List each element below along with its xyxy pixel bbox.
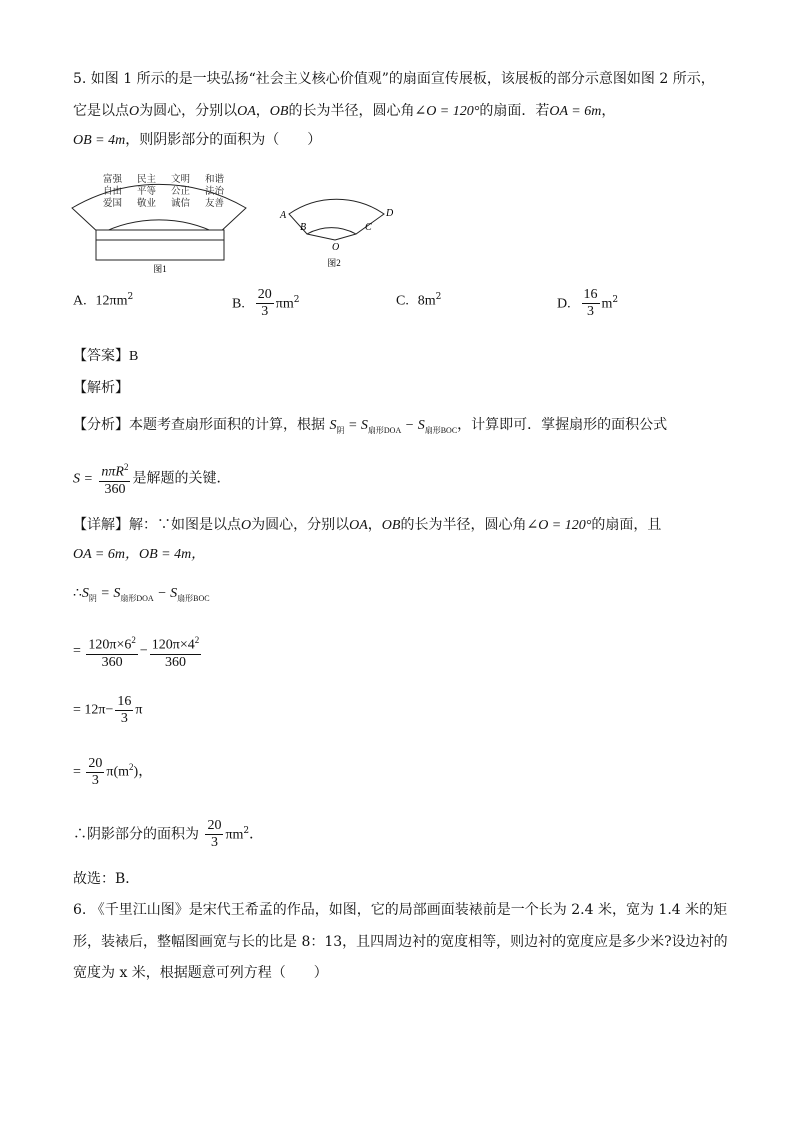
q5-text: ，则阴影部分的面积为（ ） — [125, 132, 322, 148]
q5-line-3 — [73, 130, 321, 151]
q6-line-1: 6. 《千里江山图》是宋代王希孟的作品，如图，它的局部画面装裱前是一个长为 2.4 米，宽为 1.4 米的矩 — [73, 902, 728, 918]
value-word: 诚信 — [171, 199, 191, 209]
q6-line-2: 形，装裱后，整幅图画宽与长的比是 8：13，且四周边衬的宽度相等，则边衬的宽度应是多少米?设边衬的 — [73, 934, 728, 950]
q5-text: 的长为半径，圆心角 — [288, 103, 415, 119]
q5-text: ， — [601, 103, 616, 119]
q5-ob: OB — [269, 104, 289, 119]
q5-text: 的扇面．若 — [479, 103, 550, 119]
option-c: C. $8m^2$ — [396, 292, 442, 309]
detail-conclusion: ∴阴影部分的面积为 $\frac{20}{3}$ $\pi m^2$． — [73, 818, 264, 850]
answer-line — [73, 346, 138, 367]
value-word: 友善 — [205, 199, 225, 209]
analysis-tag: 【解析】 — [73, 380, 129, 396]
formula-line: S = $\frac{n\pi R^2}{360}$ 是解题的关键． — [73, 459, 230, 498]
value-word: 平等 — [137, 187, 157, 197]
figure-1-fan-board — [66, 160, 256, 280]
detail-line-2: OA = 6m，OB = 4m， — [73, 547, 206, 562]
value-word: 富强 — [103, 175, 123, 185]
q5-ob-value: OB = 4m — [73, 133, 126, 148]
value-word: 和谐 — [205, 175, 225, 185]
value-word: 民主 — [137, 175, 157, 185]
q6-line-3: 宽度为 x 米，根据题意可列方程（ ） — [73, 965, 328, 981]
q5-point-o: O — [129, 104, 140, 119]
detail-step-3: = $\frac{20}{3}$ $\pi(m^2)$， — [73, 756, 153, 788]
q5-text: 为圆心，分别以 — [139, 103, 238, 119]
value-word: 自由 — [103, 187, 123, 197]
q5-text: 它是以点 — [73, 103, 129, 119]
detail-step-2: = 12π− $\frac{16}{3}$ π — [73, 694, 143, 726]
option-d: D. $\frac{16}{3}$ $m^2$ — [557, 287, 619, 319]
label-d: D — [386, 208, 394, 219]
label-o: O — [332, 242, 340, 253]
detail-step-1: = $\frac{120\pi\times 6^2}{360}$ − $\frac{120\pi\times 4^2}{360}$ — [73, 632, 203, 671]
figure-1-caption: 图1 — [153, 264, 167, 274]
figure-2-sector — [278, 172, 403, 272]
choose-line: 故选：B． — [73, 871, 140, 887]
value-word: 爱国 — [103, 199, 123, 209]
q5-line-1: 5. 如图 1 所示的是一块弘扬“社会主义核心价值观”的扇面宣传展板，该展板的部分示意图如图 2 所示， — [73, 71, 715, 87]
value-word: 法治 — [205, 187, 225, 197]
answer-tag: 【答案】 — [73, 348, 129, 364]
q5-line-2 — [73, 101, 615, 122]
formula-s-yin: $S_阴 = S_{扇形DOA} - S_{扇形BOC}$ — [329, 418, 458, 435]
q5-oa-value: OA = 6m — [549, 104, 602, 119]
answer-value: B — [129, 349, 139, 364]
value-word: 公正 — [171, 187, 191, 197]
sector-area-formula: $\frac{n\pi R^2}{360}$ — [99, 459, 130, 498]
fenxi-line: 【分析】本题考查扇形面积的计算，根据 $S_阴 = S_{扇形DOA} - S_{扇形BOC}$，计算即可．掌握扇形的面积公式 — [73, 417, 668, 435]
figure-2-caption: 图2 — [327, 258, 341, 268]
q5-angle: ∠O = 120° — [414, 104, 480, 119]
detail-line-1: 【详解】解：∵如图是以点O为圆心，分别以OA，OB的长为半径，圆心角∠O = 120°的扇面，且 — [73, 517, 662, 533]
q5-oa: OA — [237, 104, 256, 119]
detail-step-0: $\therefore S_阴 = S_{扇形DOA} - S_{扇形BOC}$ — [73, 585, 210, 603]
option-b: B. $\frac{20}{3}$ $\pi m^2$ — [232, 287, 300, 319]
value-word: 敬业 — [137, 199, 157, 209]
option-a: A. $12\pi m^2$ — [73, 292, 134, 309]
label-b: B — [300, 222, 307, 233]
value-word: 文明 — [171, 175, 191, 185]
label-c: C — [365, 222, 372, 233]
label-a: A — [280, 210, 287, 221]
q5-text: ， — [255, 103, 270, 119]
